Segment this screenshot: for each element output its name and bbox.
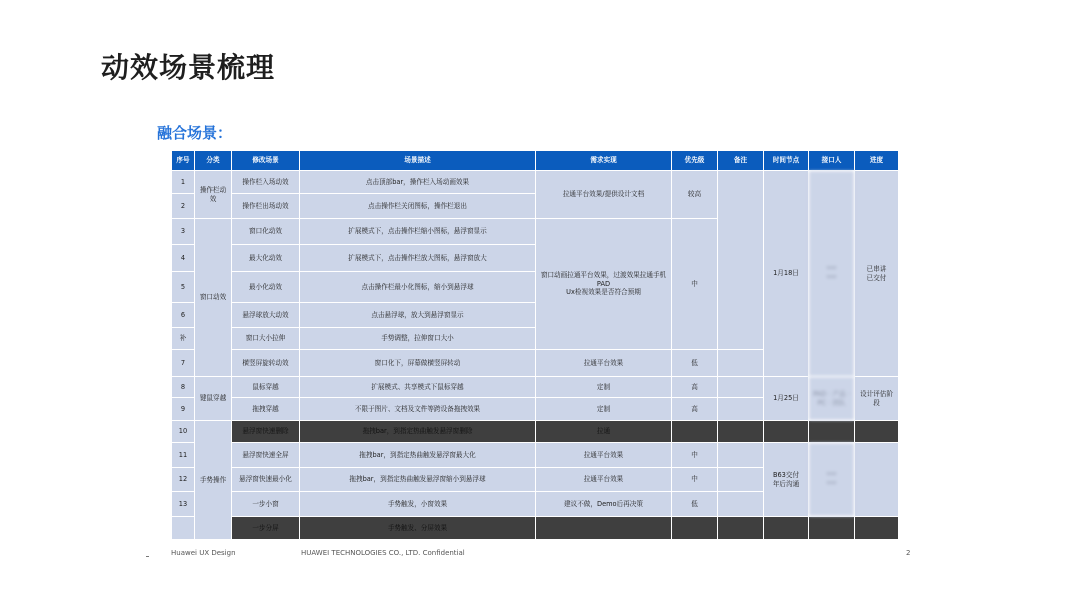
page-title: 动效场景梳理 (101, 51, 276, 84)
priority-cell: 中 (672, 219, 718, 350)
seq-cell: 9 (172, 398, 195, 421)
footer-brand: Huawei UX Design (171, 549, 236, 557)
scene-cell: 悬浮球放大动效 (232, 303, 300, 328)
scene-cell: 横竖屏旋转动效 (232, 350, 300, 377)
desc-cell: 点击操作栏最小化图标，缩小到悬浮球 (300, 272, 536, 303)
contact-cell (809, 517, 855, 540)
progress-cell (855, 517, 899, 540)
desc-cell: 拖拽bar，到指定热曲触发悬浮窗删除 (300, 421, 536, 443)
table-row (172, 171, 899, 194)
seq-cell: 11 (172, 443, 195, 468)
priority-cell (672, 421, 718, 443)
time-line: 年后沟通 (772, 479, 800, 488)
desc-cell: 扩展模式、共享模式下鼠标穿越 (300, 377, 536, 398)
progress-cell (855, 421, 899, 443)
table-row (172, 421, 899, 443)
table-row (172, 517, 899, 540)
contact-cell (809, 421, 855, 443)
note-cell (718, 421, 764, 443)
progress-cell (855, 443, 899, 517)
desc-cell: 手势调整，拉伸窗口大小 (300, 328, 536, 350)
contact-line: *** (826, 264, 837, 273)
priority-cell (672, 517, 718, 540)
scene-cell: 操作栏出场动效 (232, 194, 300, 219)
header-cell: 需求实现 (536, 151, 672, 171)
seq-cell: 2 (172, 194, 195, 219)
desc-cell: 手势触发、分屏效果 (300, 517, 536, 540)
priority-cell: 高 (672, 377, 718, 398)
desc-cell: 扩展模式下，点击操作栏缩小图标，悬浮窗显示 (300, 219, 536, 245)
note-cell (718, 517, 764, 540)
category-cell: 手势操作 (195, 421, 232, 540)
desc-cell: 手势触发，小窗效果 (300, 492, 536, 517)
priority-cell: 中 (672, 468, 718, 492)
progress-line: 已交付 (866, 273, 887, 282)
contact-line: *** (826, 470, 837, 479)
seq-cell: 10 (172, 421, 195, 443)
priority-cell: 较高 (672, 171, 718, 219)
impl-cell: 拉通 (536, 421, 672, 443)
seq-cell: 4 (172, 245, 195, 272)
header-cell: 分类 (195, 151, 232, 171)
impl-line: Ux检视效果是否符合预期 (566, 288, 641, 297)
note-cell (718, 350, 764, 377)
contact-cell (809, 443, 855, 517)
scene-cell: 窗口化动效 (232, 219, 300, 245)
desc-cell: 拖拽bar，到指定热曲触发悬浮窗缩小到悬浮球 (300, 468, 536, 492)
progress-cell (855, 171, 899, 377)
note-cell (718, 377, 764, 398)
note-cell (718, 171, 764, 350)
note-cell (718, 398, 764, 421)
scene-cell: 窗口大小拉伸 (232, 328, 300, 350)
priority-cell: 低 (672, 492, 718, 517)
footer-dash (146, 556, 149, 557)
scene-cell: 悬浮窗快速最小化 (232, 468, 300, 492)
header-cell: 场景描述 (300, 151, 536, 171)
category-cell: 操作栏动效 (195, 171, 232, 219)
seq-cell: 12 (172, 468, 195, 492)
header-cell: 接口人 (809, 151, 855, 171)
impl-cell: 定制 (536, 377, 672, 398)
seq-cell: 7 (172, 350, 195, 377)
contact-cell (809, 171, 855, 377)
scene-cell: 悬浮窗快速全屏 (232, 443, 300, 468)
scene-cell: 最大化动效 (232, 245, 300, 272)
header-cell: 备注 (718, 151, 764, 171)
table-row (172, 443, 899, 468)
scene-cell: 最小化动效 (232, 272, 300, 303)
time-cell: 1月25日 (764, 377, 809, 421)
scene-cell: 一步分屏 (232, 517, 300, 540)
time-cell (764, 443, 809, 517)
desc-cell: 不限于图片、文档及文件等跨设备拖拽效果 (300, 398, 536, 421)
seq-cell: 13 (172, 492, 195, 517)
desc-cell: 点击顶部bar，操作栏入场动画效果 (300, 171, 536, 194)
scene-cell: 悬浮窗快速删除 (232, 421, 300, 443)
time-cell: 1月18日 (764, 171, 809, 377)
desc-cell: 点击操作栏关闭图标，操作栏退出 (300, 194, 536, 219)
scene-cell: 操作栏入场动效 (232, 171, 300, 194)
seq-cell: 1 (172, 171, 195, 194)
table-row (172, 377, 899, 398)
impl-cell: 定制 (536, 398, 672, 421)
note-cell (718, 468, 764, 492)
page-number: 2 (906, 549, 911, 557)
priority-cell: 高 (672, 398, 718, 421)
desc-cell: 点击悬浮球，放大到悬浮窗显示 (300, 303, 536, 328)
seq-cell: 8 (172, 377, 195, 398)
section-title: 融合场景： (157, 124, 233, 142)
note-cell (718, 443, 764, 468)
impl-cell (536, 219, 672, 350)
contact-cell: PAD · 产品 · PC · 团队 (809, 377, 855, 421)
header-cell: 时间节点 (764, 151, 809, 171)
contact-line: *** (826, 273, 837, 282)
progress-cell: 设计评估阶段 (855, 377, 899, 421)
impl-cell: 拉通平台效果/提供设计文档 (536, 171, 672, 219)
scene-cell: 一步小窗 (232, 492, 300, 517)
impl-cell (536, 517, 672, 540)
header-cell: 序号 (172, 151, 195, 171)
impl-line: 窗口动画拉通平台效果，过渡效果拉通手机 (540, 270, 667, 279)
header-cell: 进度 (855, 151, 899, 171)
seq-cell: 5 (172, 272, 195, 303)
desc-cell: 扩展模式下，点击操作栏放大图标，悬浮窗放大 (300, 245, 536, 272)
footer-confidential: HUAWEI TECHNOLOGIES CO., LTD. Confidential (301, 549, 465, 557)
category-cell: 键鼠穿越 (195, 377, 232, 421)
time-cell (764, 517, 809, 540)
header-cell: 修改场景 (232, 151, 300, 171)
impl-cell: 拉通平台效果 (536, 468, 672, 492)
priority-cell: 中 (672, 443, 718, 468)
progress-line: 已串讲 (866, 264, 887, 273)
impl-cell: 拉通平台效果 (536, 350, 672, 377)
category-cell: 窗口动效 (195, 219, 232, 377)
note-cell (718, 492, 764, 517)
seq-cell: 补 (172, 328, 195, 350)
impl-line: PAD (596, 279, 611, 288)
time-line: B63交付 (772, 470, 800, 479)
seq-cell (172, 517, 195, 540)
impl-cell: 建议不做，Demo后再决策 (536, 492, 672, 517)
contact-line: *** (826, 479, 837, 488)
priority-cell: 低 (672, 350, 718, 377)
header-cell: 优先级 (672, 151, 718, 171)
time-cell (764, 421, 809, 443)
table-header-row (172, 151, 899, 171)
scene-cell: 拖拽穿越 (232, 398, 300, 421)
seq-cell: 3 (172, 219, 195, 245)
scenario-table (171, 150, 899, 540)
scene-cell: 鼠标穿越 (232, 377, 300, 398)
desc-cell: 窗口化下，屏幕做横竖屏转动 (300, 350, 536, 377)
desc-cell: 拖拽bar，到指定热曲触发悬浮窗最大化 (300, 443, 536, 468)
seq-cell: 6 (172, 303, 195, 328)
impl-cell: 拉通平台效果 (536, 443, 672, 468)
